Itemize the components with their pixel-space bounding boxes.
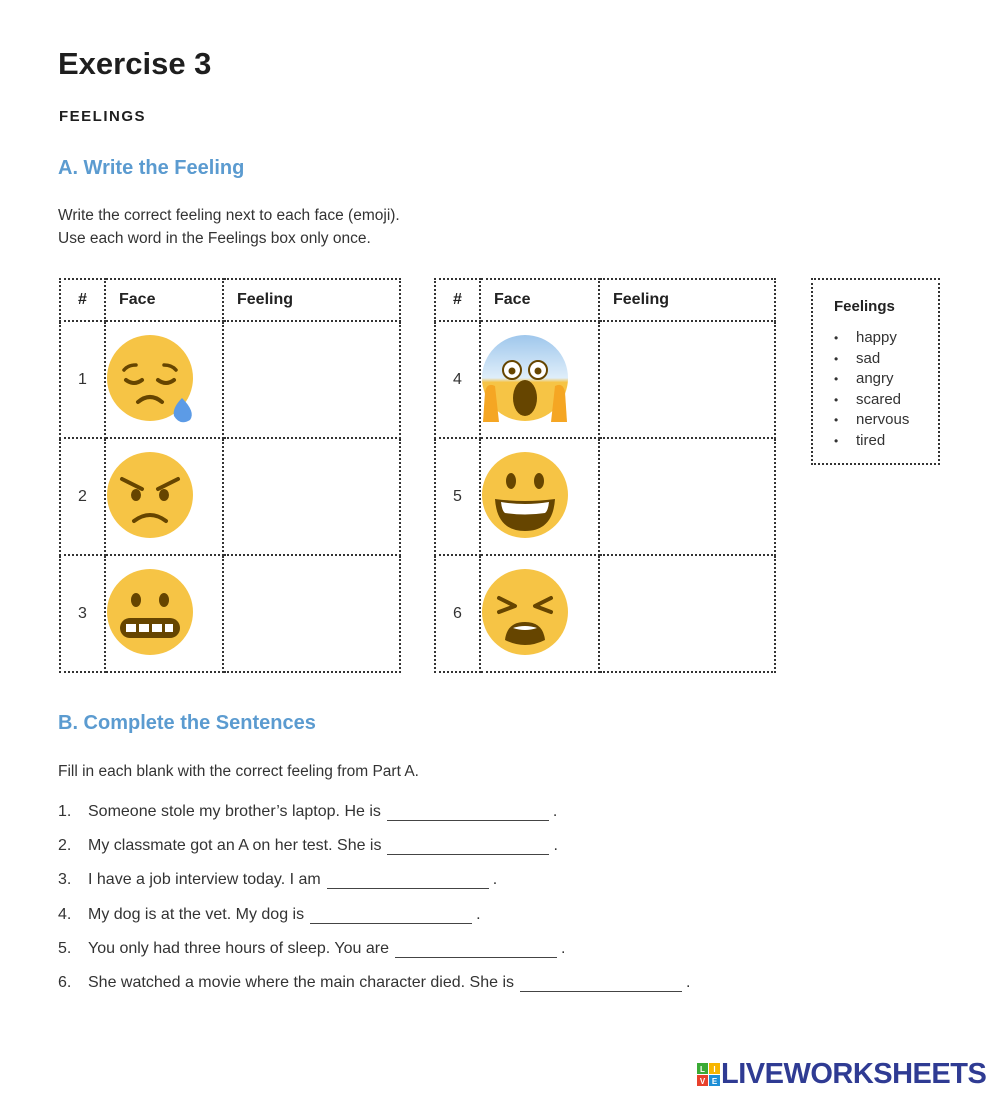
answer-blank[interactable] [327, 871, 489, 889]
sentence-text: My dog is at the vet. My dog is [88, 905, 305, 923]
list-item [58, 940, 690, 974]
bullet: • [834, 351, 839, 366]
feeling-word: nervous [856, 411, 910, 429]
bullet: • [834, 372, 839, 387]
answer-blank[interactable] [310, 906, 472, 924]
instruction-line-1: Write the correct feeling next to each face (emoji). [58, 207, 400, 224]
list-item [834, 369, 909, 390]
list-item [58, 906, 690, 940]
face-cell [480, 555, 599, 672]
page-title: Exercise 3 [58, 46, 212, 81]
feelings-box-title: Feelings [834, 298, 895, 315]
feeling-word: sad [856, 349, 881, 367]
answer-blank[interactable] [387, 837, 549, 855]
column-header-face: Face [480, 279, 599, 321]
svg-text:V: V [699, 1076, 706, 1086]
face-cell [105, 555, 223, 672]
column-header-feeling: Feeling [223, 279, 400, 321]
instruction-line-2: Use each word in the Feelings box only once. [58, 230, 371, 247]
table-row [60, 321, 400, 438]
sentence-end: . [686, 973, 691, 991]
feelings-word-box [811, 278, 940, 465]
list-item [58, 803, 690, 837]
list-item [58, 837, 690, 871]
table-row [60, 555, 400, 672]
answer-blank[interactable] [387, 803, 549, 821]
grimacing-face-icon [106, 568, 198, 660]
table-row [435, 321, 775, 438]
face-cell [105, 438, 223, 555]
section-a-instructions [58, 204, 400, 250]
sentence-number: 3. [58, 871, 72, 889]
svg-text:L: L [700, 1064, 705, 1074]
sentence-text: My classmate got an A on her test. She is [88, 837, 382, 855]
sentence-text: Someone stole my brother’s laptop. He is [88, 803, 381, 820]
grinning-face-icon [481, 451, 573, 543]
sentence-number: 1. [58, 803, 72, 820]
row-number: 1 [60, 321, 105, 438]
liveworksheets-logo[interactable] [697, 1058, 986, 1091]
row-number: 4 [435, 321, 480, 438]
feeling-answer-cell[interactable] [223, 555, 400, 672]
feeling-word: tired [856, 431, 886, 449]
face-cell [480, 438, 599, 555]
bullet: • [834, 392, 839, 407]
table-header-row [435, 279, 775, 321]
feeling-word: happy [856, 329, 897, 346]
row-number: 5 [435, 438, 480, 555]
feeling-answer-cell[interactable] [599, 321, 775, 438]
angry-face-icon [106, 451, 198, 543]
sentence-number: 5. [58, 939, 72, 957]
column-header-feeling: Feeling [599, 279, 775, 321]
list-item [58, 974, 690, 1008]
tired-face-icon [481, 568, 573, 660]
page-subtitle: FEELINGS [59, 108, 147, 125]
feeling-answer-cell[interactable] [599, 438, 775, 555]
column-header-number: # [60, 279, 105, 321]
feeling-word: scared [856, 390, 902, 408]
list-item [834, 390, 909, 411]
column-header-number: # [435, 279, 480, 321]
sentence-number: 6. [58, 973, 72, 991]
sentence-text: She watched a movie where the main character died. She is [88, 973, 515, 991]
table-row [60, 438, 400, 555]
list-item [834, 431, 909, 452]
feeling-answer-cell[interactable] [599, 555, 775, 672]
face-cell [480, 321, 599, 438]
sentence-list [58, 803, 690, 1008]
row-number: 6 [435, 555, 480, 672]
sentence-end: . [492, 871, 498, 889]
screaming-face-icon [481, 334, 573, 426]
list-item [834, 349, 909, 370]
sleepy-face-icon [106, 334, 198, 426]
logo-blocks-icon [697, 1063, 721, 1087]
svg-text:E: E [711, 1076, 718, 1086]
sentence-number: 2. [58, 837, 72, 855]
section-b-instructions: Fill in each blank with the correct feeling from Part A. [58, 763, 419, 780]
list-item [834, 410, 909, 431]
feelings-table-left [59, 278, 401, 673]
row-number: 3 [60, 555, 105, 672]
sentence-text: You only had three hours of sleep. You are [88, 939, 389, 957]
feeling-answer-cell[interactable] [223, 438, 400, 555]
logo-text: LIVEWORKSHEETS [721, 1058, 987, 1090]
sentence-end: . [560, 939, 566, 957]
sentence-end: . [552, 803, 558, 820]
bullet: • [834, 331, 839, 345]
list-item [58, 871, 690, 905]
feeling-answer-cell[interactable] [223, 321, 400, 438]
table-row [435, 555, 775, 672]
section-b-heading: B. Complete the Sentences [58, 712, 316, 734]
bullet: • [834, 413, 839, 428]
list-item [834, 328, 909, 349]
bullet: • [834, 433, 839, 448]
answer-blank[interactable] [520, 974, 682, 992]
sentence-text: I have a job interview today. I am [88, 871, 321, 889]
feeling-word: angry [856, 370, 894, 388]
section-a-heading: A. Write the Feeling [58, 157, 245, 179]
answer-blank[interactable] [395, 940, 557, 958]
face-cell [105, 321, 223, 438]
column-header-face: Face [105, 279, 223, 321]
sentence-end: . [476, 905, 481, 923]
table-header-row [60, 279, 400, 321]
feelings-word-list [834, 328, 909, 452]
table-row [435, 438, 775, 555]
sentence-number: 4. [58, 905, 72, 923]
sentence-end: . [553, 837, 558, 855]
feelings-table-right [434, 278, 776, 673]
row-number: 2 [60, 438, 105, 555]
svg-text:I: I [713, 1064, 716, 1074]
